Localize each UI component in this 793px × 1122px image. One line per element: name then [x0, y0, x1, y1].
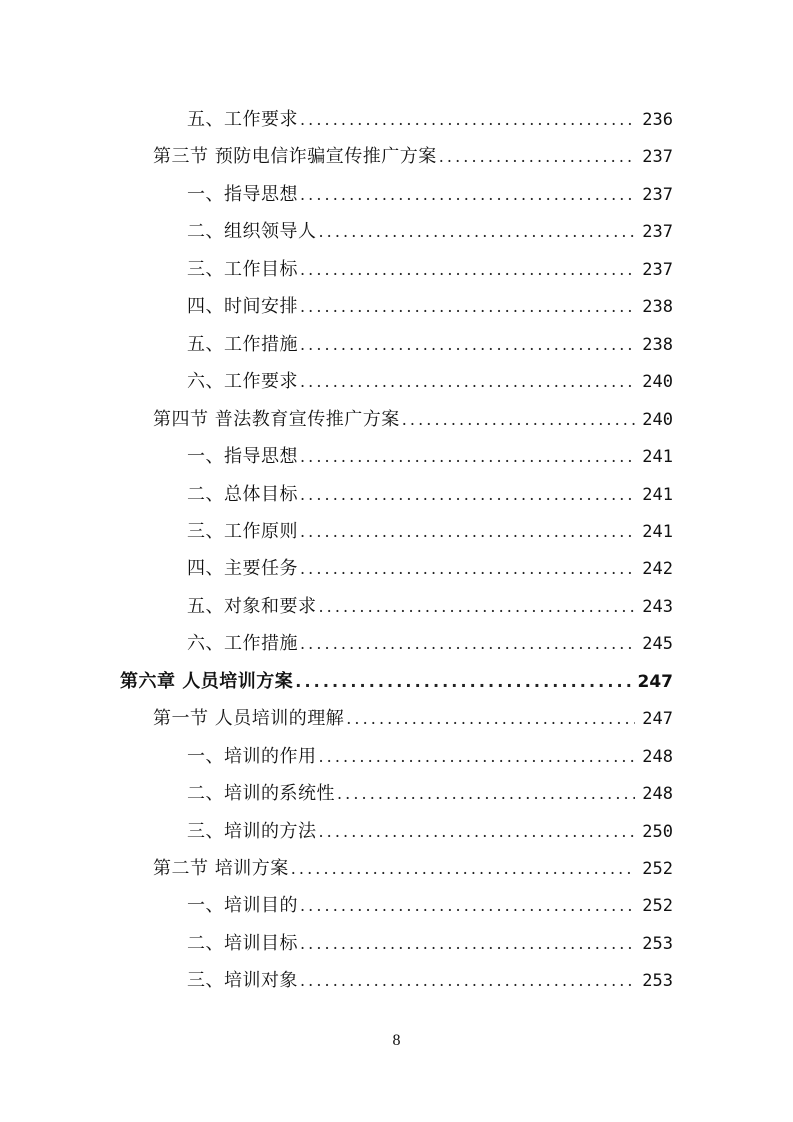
toc-entry-title: 三、培训对象	[187, 970, 298, 992]
toc-subsection-entry[interactable]	[187, 480, 673, 510]
toc-subsection-entry[interactable]	[187, 966, 673, 996]
toc-entry-title: 第三节 预防电信诈骗宣传推广方案	[153, 146, 437, 168]
toc-dot-leader	[291, 854, 635, 884]
toc-entry-page-number: 253	[642, 933, 673, 954]
toc-subsection-entry[interactable]	[187, 330, 673, 360]
toc-subsection-entry[interactable]	[187, 367, 673, 397]
toc-dot-leader	[300, 891, 635, 921]
toc-subsection-entry[interactable]	[187, 554, 673, 584]
toc-entry-title: 第四节 普法教育宣传推广方案	[153, 408, 400, 430]
toc-subsection-entry[interactable]	[187, 592, 673, 622]
toc-dot-leader	[300, 105, 635, 135]
toc-entry-title: 第二节 培训方案	[153, 858, 289, 879]
toc-subsection-entry[interactable]	[187, 929, 673, 959]
toc-entry-title: 二、培训目标	[187, 932, 298, 954]
toc-dot-leader	[300, 480, 635, 510]
toc-entry-page-number: 252	[642, 896, 673, 917]
toc-dot-leader	[300, 180, 635, 210]
toc-dot-leader	[300, 554, 635, 584]
toc-entry-page-number: 237	[642, 259, 673, 280]
toc-dot-leader	[300, 255, 635, 285]
toc-dot-leader	[300, 292, 635, 322]
toc-entry-page-number: 248	[642, 746, 673, 767]
toc-subsection-entry[interactable]	[187, 817, 673, 847]
toc-section-entry[interactable]	[153, 854, 673, 884]
toc-dot-leader	[439, 142, 635, 172]
toc-entry-title: 三、工作原则	[187, 520, 298, 542]
toc-entry-title: 三、培训的方法	[187, 820, 317, 842]
toc-subsection-entry[interactable]	[187, 180, 673, 210]
toc-subsection-entry[interactable]	[187, 779, 673, 809]
toc-section-entry[interactable]	[153, 704, 673, 734]
toc-entry-title: 三、工作目标	[187, 258, 298, 280]
toc-entry-title: 二、组织领导人	[187, 221, 317, 243]
toc-subsection-entry[interactable]	[187, 255, 673, 285]
toc-subsection-entry[interactable]	[187, 517, 673, 547]
toc-entry-page-number: 240	[642, 372, 673, 393]
toc-entry-title: 二、培训的系统性	[187, 783, 335, 805]
toc-dot-leader	[319, 742, 636, 772]
toc-entry-page-number: 241	[642, 484, 673, 505]
toc-dot-leader	[300, 929, 635, 959]
toc-entry-title: 第六章 人员培训方案	[120, 670, 294, 692]
toc-entry-page-number: 252	[642, 859, 673, 879]
toc-subsection-entry[interactable]	[187, 891, 673, 921]
toc-entry-page-number: 236	[642, 110, 673, 130]
toc-section-entry[interactable]	[153, 405, 673, 435]
toc-entry-title: 一、指导思想	[187, 446, 298, 468]
toc-dot-leader	[300, 629, 635, 659]
toc-entry-title: 一、培训的作用	[187, 745, 317, 767]
toc-entry-page-number: 248	[642, 784, 673, 805]
toc-entry-page-number: 238	[642, 297, 673, 318]
toc-entry-page-number: 237	[642, 184, 673, 205]
toc-entry-title: 第一节 人员培训的理解	[153, 708, 345, 730]
toc-entry-page-number: 241	[642, 447, 673, 468]
toc-dot-leader	[402, 405, 635, 435]
toc-dot-leader	[319, 217, 636, 247]
toc-dot-leader	[337, 779, 635, 809]
toc-subsection-entry[interactable]	[187, 629, 673, 659]
toc-chapter-entry[interactable]	[120, 667, 673, 697]
toc-entry-title: 五、工作要求	[187, 109, 298, 130]
toc-dot-leader	[300, 966, 635, 996]
toc-dot-leader	[319, 592, 636, 622]
toc-dot-leader	[300, 330, 635, 360]
toc-entry-title: 六、工作要求	[187, 371, 298, 393]
toc-dot-leader	[319, 817, 636, 847]
toc-entry-page-number: 242	[642, 559, 673, 580]
toc-subsection-entry[interactable]	[187, 105, 673, 135]
toc-entry-title: 一、指导思想	[187, 183, 298, 205]
toc-entry-title: 四、时间安排	[187, 296, 298, 318]
toc-entry-page-number: 247	[637, 671, 673, 692]
toc-entry-title: 四、主要任务	[187, 558, 298, 580]
toc-entry-page-number: 237	[642, 147, 673, 168]
page-number: 8	[392, 1032, 401, 1049]
toc-dot-leader	[300, 442, 635, 472]
toc-entry-page-number: 253	[642, 971, 673, 992]
toc-dot-leader	[295, 667, 631, 697]
toc-dot-leader	[346, 704, 635, 734]
toc-entry-page-number: 247	[642, 709, 673, 730]
toc-entry-title: 五、对象和要求	[187, 595, 317, 617]
toc-section-entry[interactable]	[153, 142, 673, 172]
toc-entry-page-number: 250	[642, 821, 673, 842]
toc-subsection-entry[interactable]	[187, 217, 673, 247]
toc-dot-leader	[300, 367, 635, 397]
toc-entry-page-number: 240	[642, 409, 673, 430]
toc-entry-title: 一、培训目的	[187, 895, 298, 917]
toc-entry-page-number: 243	[642, 596, 673, 617]
toc-entry-title: 二、总体目标	[187, 483, 298, 505]
toc-entry-title: 六、工作措施	[187, 633, 298, 655]
toc-entry-page-number: 238	[642, 334, 673, 355]
toc-subsection-entry[interactable]	[187, 742, 673, 772]
toc-entry-page-number: 237	[642, 222, 673, 243]
toc-subsection-entry[interactable]	[187, 442, 673, 472]
toc-dot-leader	[300, 517, 635, 547]
toc-subsection-entry[interactable]	[187, 292, 673, 322]
toc-entry-title: 五、工作措施	[187, 333, 298, 355]
toc-entry-page-number: 241	[642, 521, 673, 542]
toc-entry-page-number: 245	[642, 634, 673, 655]
